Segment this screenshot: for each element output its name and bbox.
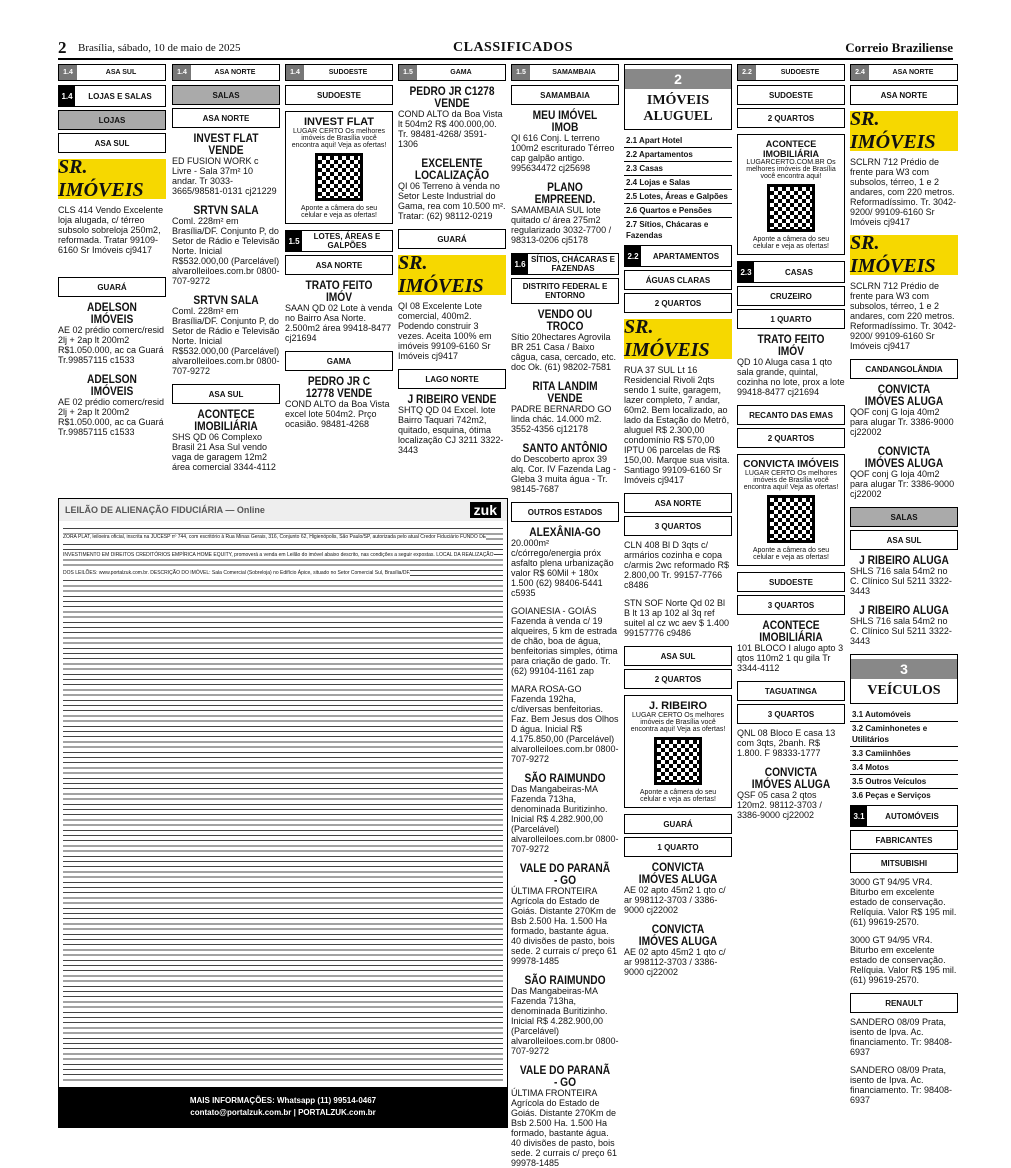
ad-title: ACONTECE IMOBILIÁRIA [759, 618, 823, 644]
section-title: CLASSIFICADOS [453, 40, 574, 55]
sr-imoveis-logo: SR. IMÓVEIS [58, 159, 166, 199]
section-label: SÍTIOS, CHÁCARAS E FAZENDAS [530, 255, 615, 273]
classified-ad [737, 766, 845, 820]
classified-ad: RUA 37 SUL Lt 16 Residencial Rivoli 2qts sendo 1 suíte, garagem, lazer completo, 7 andar, 60m2. Bem localizado, ao lado da Estação do Metrô, aluguel R$ 2.300,00 condomínio R$ 570,00 IPTU 06 parcelas de R$ 150,00. Marque sua visita. Santiago 99109-6160 Sr Imóveis cj9417 [624, 365, 730, 485]
category-index [624, 134, 732, 242]
ad-body: AE 02 prédio comerc/resid 2lj + 2ap lt 200m2 R$1.050.000, ac ca Guará Tr.99857115 c1533 [58, 397, 165, 437]
sr-imoveis-logo: SR. IMÓVEIS [850, 111, 958, 151]
subsection-asa-sul: ASA SUL [172, 384, 280, 404]
page-header [58, 38, 953, 60]
classified-ad [172, 204, 280, 286]
qr-caption: Aponte a câmera do seu celular e veja as ofertas! [752, 547, 830, 561]
ad-title: J RIBEIRO ALUGA [859, 603, 949, 617]
classified-ad [511, 308, 619, 372]
classified-ad: SCLRN 712 Prédio de frente para W3 com subsolos, térreo, 1 e 2 andares, com 220 metros. Reformadíssimo. Tr. 3042-9200/ 99109-6160 Sr Imóveis cj9417 [850, 157, 957, 227]
ad-body: SHS QD 06 Complexo Brasil 21 Asa Sul vendo vaga de garagem 12m2 área comercial 3344-4112 [172, 432, 276, 472]
ad-body: COND ALTO da Boa Vista excel lote 504m2. Prço ocasião. 98481-4268 [285, 399, 390, 429]
classified-ad: 3000 GT 94/95 VR4. Biturbo em excelente estado de conservação. Relíquia. Valor R$ 195 mil. (61) 99619-2570. [850, 877, 957, 927]
ad-title: VALE DO PARANÃ - GO [519, 1063, 611, 1089]
ad-title: RITA LANDIM VENDE [532, 379, 598, 405]
chip-number: 1.4 [173, 65, 191, 80]
subsection-3-quartos: 3 QUARTOS [624, 516, 732, 536]
classified-ad [398, 85, 506, 149]
ad-title: TRATO FEITO IMÓV [757, 332, 825, 358]
subsection-outros-estados: OUTROS ESTADOS [511, 502, 619, 522]
ad-title: ALEXÂNIA-GO [529, 525, 601, 539]
ad-title: EXCELENTE LOCALIZAÇÃO [414, 156, 490, 182]
ad-body: COND ALTO da Boa Vista lt 504m2 R$ 400.000,00. Tr. 98481-4268/ 3591-1306 [398, 109, 503, 149]
section-number: 1.4 [59, 86, 75, 106]
qr-code-icon[interactable] [767, 184, 815, 232]
ad-body: PADRE BERNARDO GO linda chác. 14.000 m2. 3552-4356 cj12178 [511, 404, 612, 434]
classified-ad [285, 375, 393, 429]
category-chip [850, 64, 958, 81]
ad-body: SHLS 716 sala 54m2 no C. Clínico Sul 5211 3322-3443 [850, 616, 952, 646]
subsection-asa-sul: ASA SUL [58, 133, 166, 153]
subsection-2-quartos: 2 QUARTOS [624, 293, 732, 313]
ad-title: ADELSON IMÓVEIS [87, 300, 137, 326]
index-item: 2.3 Casas [624, 162, 732, 176]
category-index [850, 708, 958, 802]
index-item: 2.4 Lojas e Salas [624, 176, 732, 190]
classified-ad: SCLRN 712 Prédio de frente para W3 com subsolos, térreo, 1 e 2 andares, com 220 metros. Reformadíssimo. Tr. 3042-9200/ 99109-6160 Sr Imóveis cj9417 [850, 281, 957, 351]
ad-body: Das Mangabeiras-MA Fazenda 713ha, denominada Buritizinho. Inicial R$ 4.282.900,00 (Parcelável) alvarolleiloes.com.br 0800-707-9272 [511, 784, 619, 854]
subsection-guara: GUARÁ [398, 229, 506, 249]
subsection-lago-norte: LAGO NORTE [398, 369, 506, 389]
ad-body: Sítio 20hectares Agrovila BR 251 Casa / Baixo câgua, casa, cercado, etc. doc Ok. (61) 98202-7581 [511, 332, 617, 372]
ad-title: SANTO ANTÔNIO [522, 441, 608, 455]
sr-imoveis-logo: SR. IMÓVEIS [624, 319, 732, 359]
auction-title: LEILÃO DE ALIENAÇÃO FIDUCIÁRIA — Online [65, 505, 265, 515]
auction-text: ZORA PLAT, leiloeira oficial, inscrita na JUCESP nº 744, com escritório à Rua Minas Gerais, 316, Conjunto 62, Higienópolis, São Paulo/SP, autorizada pelo atual Credor Fiduciário FUNDO DE INVESTIMENTO EM DIREITOS CREDITÓRIOS EMPÍRICA HOME EQUITY, promoverá a venda em Leilão do imóvel abaixo descrito, nas condições a seguir expostas. LOCAL DA REALIZAÇÃO DOS LEILÕES: www.portalzuk.com.br. DESCRIÇÃO DO IMÓVEL: Sala Comercial (Sobreloja) no Edifício Ápice, situado no Setor Comercial Sul, Brasília/DF. [63, 534, 494, 576]
category-chip [737, 64, 845, 81]
ad-title: J RIBEIRO VENDE [407, 392, 497, 406]
auction-subtitle: Online [236, 505, 265, 515]
auction-title-text: LEILÃO DE ALIENAÇÃO FIDUCIÁRIA [65, 505, 223, 515]
index-item: 3.2 Caminhonetes e Utilitários [850, 722, 958, 747]
ad-body: Das Mangabeiras-MA Fazenda 713ha, denominada Buritizinho. Inicial R$ 4.282.900,00 (Parcelável) alvarolleiloes.com.br 0800-707-9272 [511, 986, 619, 1056]
qr-caption: Aponte a câmera do seu celular e veja as ofertas! [752, 236, 830, 250]
ad-body: 101 BLOCO I alugo apto 3 qtos 110m2 1 qu gila Tr 3344-4112 [737, 643, 844, 673]
ad-title: J RIBEIRO ALUGA [859, 553, 949, 567]
classified-ad [511, 109, 619, 173]
classified-ad [850, 445, 958, 499]
subsection-asa-norte: ASA NORTE [172, 108, 280, 128]
classified-ad: MARA ROSA-GO Fazenda 192ha, c/diversas benfeitorias. Faz. Bem Jesus dos Olhos D água. Inicial R$ 4.175.850,00 (Parcelável) alvarolleiloes.com.br 0800-707-9272 [511, 684, 619, 764]
classified-ad [737, 333, 845, 397]
subsection-asa-norte: ASA NORTE [285, 255, 393, 275]
section-number: 1.5 [286, 231, 302, 251]
qr-ad [737, 454, 845, 566]
classified-ad: SANDERO 08/09 Prata, isento de Ipva. Ac. financiamento. Tr: 98408-6937 [850, 1065, 953, 1105]
qr-caption: Aponte a câmera do seu celular e veja as ofertas! [300, 205, 378, 219]
subsection-asa-sul: ASA SUL [624, 646, 732, 666]
category-chip [172, 64, 280, 81]
qr-caption: Aponte a câmera do seu celular e veja as ofertas! [639, 789, 717, 803]
section-banner [285, 230, 393, 252]
ad-body: ED FUSION WORK c Livre - Sala 37m² 10 andar. Tr 3033-3665/98581-0131 cj21229 [172, 156, 277, 196]
classified-ad [172, 294, 280, 376]
classified-ad [511, 380, 619, 434]
sr-imoveis-logo: SR. IMÓVEIS [850, 235, 958, 275]
chip-label: ASA SUL [105, 69, 137, 76]
subsection-asa-norte: ASA NORTE [850, 85, 958, 105]
ad-body: QD 10 Aluga casa 1 qto sala grande, quintal, cozinha no lote, prox a lote 99418-8477 cj21694 [737, 357, 845, 397]
classified-ad: GOIANESIA - GOIÁS Fazenda à venda c/ 19 alqueires, 5 km de estrada de chão, boa de água, benfeitorias simples, ótima para criação de gado. Tr. (62) 99104-1161 zap [511, 606, 618, 676]
section-number: 1.6 [512, 254, 528, 274]
subsection-taguatinga: TAGUATINGA [737, 681, 845, 701]
section-label: CASAS [784, 267, 813, 277]
subsection-df-entorno: DISTRITO FEDERAL E ENTORNO [511, 278, 619, 304]
chip-label: ASA NORTE [214, 69, 256, 76]
ad-title: VALE DO PARANÃ - GO [519, 861, 611, 887]
subsection-asa-norte: ASA NORTE [624, 493, 732, 513]
classified-ad: QNL 08 Bloco E casa 13 com 3qts, 2banh. R$ 1.800. F 98333-1777 [737, 728, 836, 758]
ad-body: Coml. 228m² em Brasília/DF. Conjunto P, do Setor de Rádio e Televisão Norte. Inicial R$532.000,00 (Parcelável) alvarolleiloes.com.br 0800-707-9272 [172, 306, 280, 376]
index-item: 3.1 Automóveis [850, 708, 958, 722]
ad-title: MEU IMÓVEL IMOB [532, 108, 598, 134]
subsection-samambaia: SAMAMBAIA [511, 85, 619, 105]
index-item: 3.5 Outros Veículos [850, 775, 958, 789]
index-item: 2.7 Sítios, Chácaras e Fazendas [626, 220, 709, 240]
index-item: 2.2 Apartamentos [624, 148, 732, 162]
auction-title-bar [59, 499, 507, 521]
ad-title: CONVICTA IMÓVES ALUGA [751, 765, 831, 791]
section-number: 2.2 [625, 246, 641, 266]
qr-code-icon[interactable] [654, 737, 702, 785]
classified-ad [511, 442, 619, 494]
ad-title: VENDO OU TROCO [537, 307, 593, 333]
classified-ad [511, 974, 619, 1056]
subsection-mitsubishi: MITSUBISHI [850, 853, 958, 873]
ad-title: SÃO RAIMUNDO [524, 771, 606, 785]
subsection-2-quartos: 2 QUARTOS [624, 669, 732, 689]
section-label: AUTOMÓVEIS [885, 811, 939, 821]
category-header [624, 64, 732, 130]
sr-imoveis-logo: SR. IMÓVEIS [398, 255, 506, 295]
subsection-1-quarto: 1 QUARTO [624, 837, 732, 857]
classified-ad: QI 08 Excelente Lote comercial, 400m2. Podendo construir 3 vezes. Aceita 100% em imóveis 99109-6160 Sr Imóveis cj9417 [398, 301, 492, 361]
classified-ad [511, 862, 619, 966]
ad-title: CONVICTA IMÓVEIS [743, 459, 839, 470]
classified-ad [624, 923, 732, 977]
auction-footer [59, 1087, 507, 1127]
page-date: Brasília, sábado, 10 de maio de 2025 [78, 42, 241, 54]
ad-body: LUGARCERTO.COM.BR Os melhores imóveis de Brasília você encontra aqui! [746, 159, 836, 180]
chip-label: SUDOESTE [780, 69, 820, 76]
chip-label: SUDOESTE [328, 69, 368, 76]
classified-ad [624, 861, 732, 915]
ad-body: ÚLTIMA FRONTEIRA Agrícola do Estado de Goiás. Distante 270Km de Bsb 2.500 Ha. 1.500 Ha formado, bastante água. 40 divisões de pasto, bois sede. 2 currais c/ preço 61 99978-1485 [511, 886, 618, 966]
ad-body: QSF 05 casa 2 qtos 120m2. 98112-3703 / 3386-9000 cj22002 [737, 790, 822, 820]
category-chip [398, 64, 506, 81]
ad-title: CONVICTA IMÓVES ALUGA [638, 860, 718, 886]
ad-body: ÚLTIMA FRONTEIRA Agrícola do Estado de Goiás. Distante 270Km de Bsb 2.500 Ha. 1.500 Ha formado, bastante água. 40 divisões de pasto, bois sede. 2 currais c/ preço 61 99978-1485 [511, 1088, 618, 1168]
category-number: 3 [851, 659, 957, 679]
section-banner [58, 85, 166, 107]
index-item: 3.6 Peças e Serviços [852, 791, 931, 800]
qr-code-icon[interactable] [315, 153, 363, 201]
qr-ad [737, 134, 845, 255]
classified-ad [58, 373, 166, 437]
subsection-3-quartos: 3 QUARTOS [737, 704, 845, 724]
ad-title: ACONTECE IMOBILIÁRIA [194, 407, 258, 433]
ad-title: INVEST FLAT [303, 116, 375, 128]
classified-ad: CLS 414 Vendo Excelente loja alugada, c/ térreo subsolo sobreloja 250m2, reformada. Tratar 99109-6160 Sr Imóveis cj9417 [58, 205, 164, 255]
category-title: IMÓVEIS ALUGUEL [643, 93, 713, 124]
chip-number: 1.5 [512, 65, 530, 80]
section-banner [511, 253, 619, 275]
subsection-aguas-claras: ÁGUAS CLARAS [624, 270, 732, 290]
category-chip [58, 64, 166, 81]
ad-title: PLANO EMPREEND. [534, 180, 596, 206]
ad-body: AE 02 prédio comerc/resid 2lj + 2ap lt 200m2 R$1.050.000, ac ca Guará Tr.99857115 c1533 [58, 325, 165, 365]
auction-notice [58, 498, 508, 1128]
column-7 [737, 64, 845, 1148]
subsection-2-quartos: 2 QUARTOS [737, 428, 845, 448]
ad-body: SAMAMBAIA SUL lote quitado c/ área 275m2 regularizado 3032-7700 / 98313-0206 cj5178 [511, 205, 612, 245]
classified-ad [850, 383, 958, 437]
subsection-guara: GUARÁ [624, 814, 732, 834]
ad-title: J. RIBEIRO [648, 700, 708, 712]
chip-number: 2.2 [738, 65, 756, 80]
column-5 [511, 64, 619, 1168]
subsection-lojas: LOJAS [58, 110, 166, 130]
ad-title: CONVICTA IMÓVES ALUGA [864, 444, 944, 470]
section-banner [850, 805, 958, 827]
ad-body: LUGAR CERTO Os melhores imóveis de Brasília você encontra aqui! Veja as ofertas! [291, 128, 387, 149]
chip-label: GAMA [450, 69, 472, 76]
classified-ad [285, 279, 393, 343]
qr-code-icon[interactable] [767, 495, 815, 543]
page-number: 2 [58, 38, 67, 57]
category-header [850, 654, 958, 704]
subsection-sudoeste: SUDOESTE [737, 85, 845, 105]
classified-ad [58, 301, 166, 365]
subsection-recanto-das-emas: RECANTO DAS EMAS [737, 405, 845, 425]
qr-ad [624, 695, 732, 808]
ad-body: QOF conj G loja 40m2 para alugar Tr. 3386-9000 cj22002 [850, 407, 954, 437]
ad-title: INVEST FLAT VENDE [193, 131, 259, 157]
category-chip [285, 64, 393, 81]
classified-ad [172, 132, 280, 196]
subsection-gama: GAMA [285, 351, 393, 371]
ad-body: AE 02 apto 45m2 1 qto c/ ar 998112-3703 / 3386-9000 cj22002 [624, 885, 726, 915]
index-item: 3.3 Camiinhões [850, 747, 958, 761]
subsection-guara: GUARÁ [58, 277, 166, 297]
ad-body: Coml. 228m² em Brasília/DF. Conjunto P, do Setor de Rádio e Televisão Norte. Inicial R$532.000,00 (Parcelável) alvarolleiloes.com.br 0800-707-9272 [172, 216, 280, 286]
classified-ad [172, 408, 280, 472]
classified-ad [398, 157, 506, 221]
chip-label: SAMAMBAIA [552, 69, 596, 76]
subsection-salas: SALAS [172, 85, 280, 105]
subsection-salas: SALAS [850, 507, 958, 527]
ad-body: LUGAR CERTO Os melhores imóveis de Brasília você encontra aqui! Veja as ofertas! [630, 712, 726, 733]
ad-title: ACONTECE IMOBILIÁRIA [763, 139, 819, 159]
section-number: 3.1 [851, 806, 867, 826]
subsection-2-quartos: 2 QUARTOS [737, 108, 845, 128]
ad-title: TRATO FEITO IMÓV [305, 278, 373, 304]
subsection-fabricantes: FABRICANTES [850, 830, 958, 850]
index-item: 3.4 Motos [850, 761, 958, 775]
classified-ad [511, 526, 619, 598]
category-number: 2 [625, 69, 731, 89]
auction-contact-whatsapp[interactable]: MAIS INFORMAÇÕES: Whatsapp (11) 99514-0467 [189, 1096, 377, 1105]
chip-number: 1.4 [286, 65, 304, 80]
column-6 [624, 64, 732, 1148]
chip-number: 1.4 [59, 65, 77, 80]
auction-body-text [59, 521, 507, 1087]
classified-ad [850, 604, 958, 646]
subsection-asa-sul: ASA SUL [850, 530, 958, 550]
subsection-sudoeste: SUDOESTE [737, 572, 845, 592]
index-item: 2.5 Lotes, Áreas e Galpões [624, 190, 732, 204]
ad-body: SAAN QD 02 Lote à venda no Bairro Asa Norte. 2.500m2 área 99418-8477 cj21694 [285, 303, 393, 343]
ad-title: CONVICTA IMÓVES ALUGA [864, 382, 944, 408]
classified-ad: STN SOF Norte Qd 02 Bl B lt 13 ap 102 al 3q ref suitel al cz wc aev $ 1.400 99157776 c9486 [624, 598, 730, 638]
subsection-sudoeste: SUDOESTE [285, 85, 393, 105]
section-label: LOJAS E SALAS [88, 91, 152, 101]
newspaper-brand: Correio Braziliense [845, 40, 953, 55]
ad-body: SHTQ QD 04 Excel. lote Bairro Taquari 742m2, quitado, esquina, ótima localização CJ 3211 3322-3443 [398, 405, 504, 455]
ad-body: 20.000m² c/córrego/energia próx asfalto plena urbanização valor R$ 60Mil + 180x 1.500 (62) 98406-5441 c5935 [511, 538, 614, 598]
classified-ad: 3000 GT 94/95 VR4. Biturbo em excelente estado de conservação. Relíquia. Valor R$ 195 mil. (61) 99619-2570. [850, 935, 957, 985]
section-label: APARTAMENTOS [652, 251, 720, 261]
chip-label: ASA NORTE [892, 69, 934, 76]
category-title: VEÍCULOS [867, 683, 941, 698]
classified-ad: SANDERO 08/09 Prata, isento de Ipva. Ac. financiamento. Tr: 98408-6937 [850, 1017, 953, 1057]
ad-title: PEDRO JR C 12778 VENDE [305, 374, 373, 400]
ad-title: SÃO RAIMUNDO [524, 973, 606, 987]
classified-ad [511, 181, 619, 245]
category-chip [511, 64, 619, 81]
subsection-renault: RENAULT [850, 993, 958, 1013]
ad-title: CONVICTA IMÓVES ALUGA [638, 922, 718, 948]
ad-body: QI 06 Terreno à venda no Setor Leste Industrial do Gama, rea com 10.500 m². Tratar: (62) 98112-0219 [398, 181, 506, 221]
subsection-3-quartos: 3 QUARTOS [737, 595, 845, 615]
classified-ad [511, 1064, 619, 1168]
section-banner [737, 261, 845, 283]
ad-body: LUGAR CERTO Os melhores imóveis de Brasília você encontra aqui! Veja as ofertas! [743, 470, 839, 491]
ad-body: SHLS 716 sala 54m2 no C. Clínico Sul 5211 3322-3443 [850, 566, 952, 596]
zuk-logo: zuk [470, 502, 501, 518]
ad-title: SRTVN SALA [193, 203, 259, 217]
classified-ad [398, 393, 506, 455]
subsection-1-quarto: 1 QUARTO [737, 309, 845, 329]
ad-body: AE 02 apto 45m2 1 qto c/ ar 998112-3703 / 3386-9000 cj22002 [624, 947, 726, 977]
classified-ad: CLN 408 Bl D 3qts c/ armários cozinha e copa c/armis 2wc reformado R$ 2.800,00 Tr. 99157-7766 c8486 [624, 540, 730, 590]
index-item: 2.1 Apart Hotel [624, 134, 732, 148]
section-number: 2.3 [738, 262, 754, 282]
classified-ad [511, 772, 619, 854]
chip-number: 2.4 [851, 65, 869, 80]
index-item: 2.6 Quartos e Pensões [624, 204, 732, 218]
classified-ad [737, 619, 845, 673]
qr-ad [285, 111, 393, 224]
classified-ad [850, 554, 958, 596]
section-banner [624, 245, 732, 267]
subsection-candangolandia: CANDANGOLÂNDIA [850, 359, 958, 379]
ad-title: ADELSON IMÓVEIS [87, 372, 137, 398]
chip-number: 1.5 [399, 65, 417, 80]
ad-body: QOF conj G loja 40m2 para alugar Tr: 3386-9000 cj22002 [850, 469, 955, 499]
section-label: LOTES, ÁREAS E GALPÕES [313, 232, 381, 250]
subsection-cruzeiro: CRUZEIRO [737, 286, 845, 306]
auction-contact-site[interactable]: contato@portalzuk.com.br | PORTALZUK.com.br [190, 1108, 376, 1117]
ad-title: PEDRO JR C1278 VENDE [409, 84, 495, 110]
column-8 [850, 64, 958, 1148]
ad-body: QI 616 Conj. L terreno 100m2 escriturado Térreo cap galpão antigo. 995634472 cj25698 [511, 133, 615, 173]
ad-title: SRTVN SALA [193, 293, 259, 307]
ad-body: do Descoberto aprox 39 alq. Cor. IV Fazenda Lag - Gleba 3 muita água - Tr. 98145-7687 [511, 454, 617, 494]
